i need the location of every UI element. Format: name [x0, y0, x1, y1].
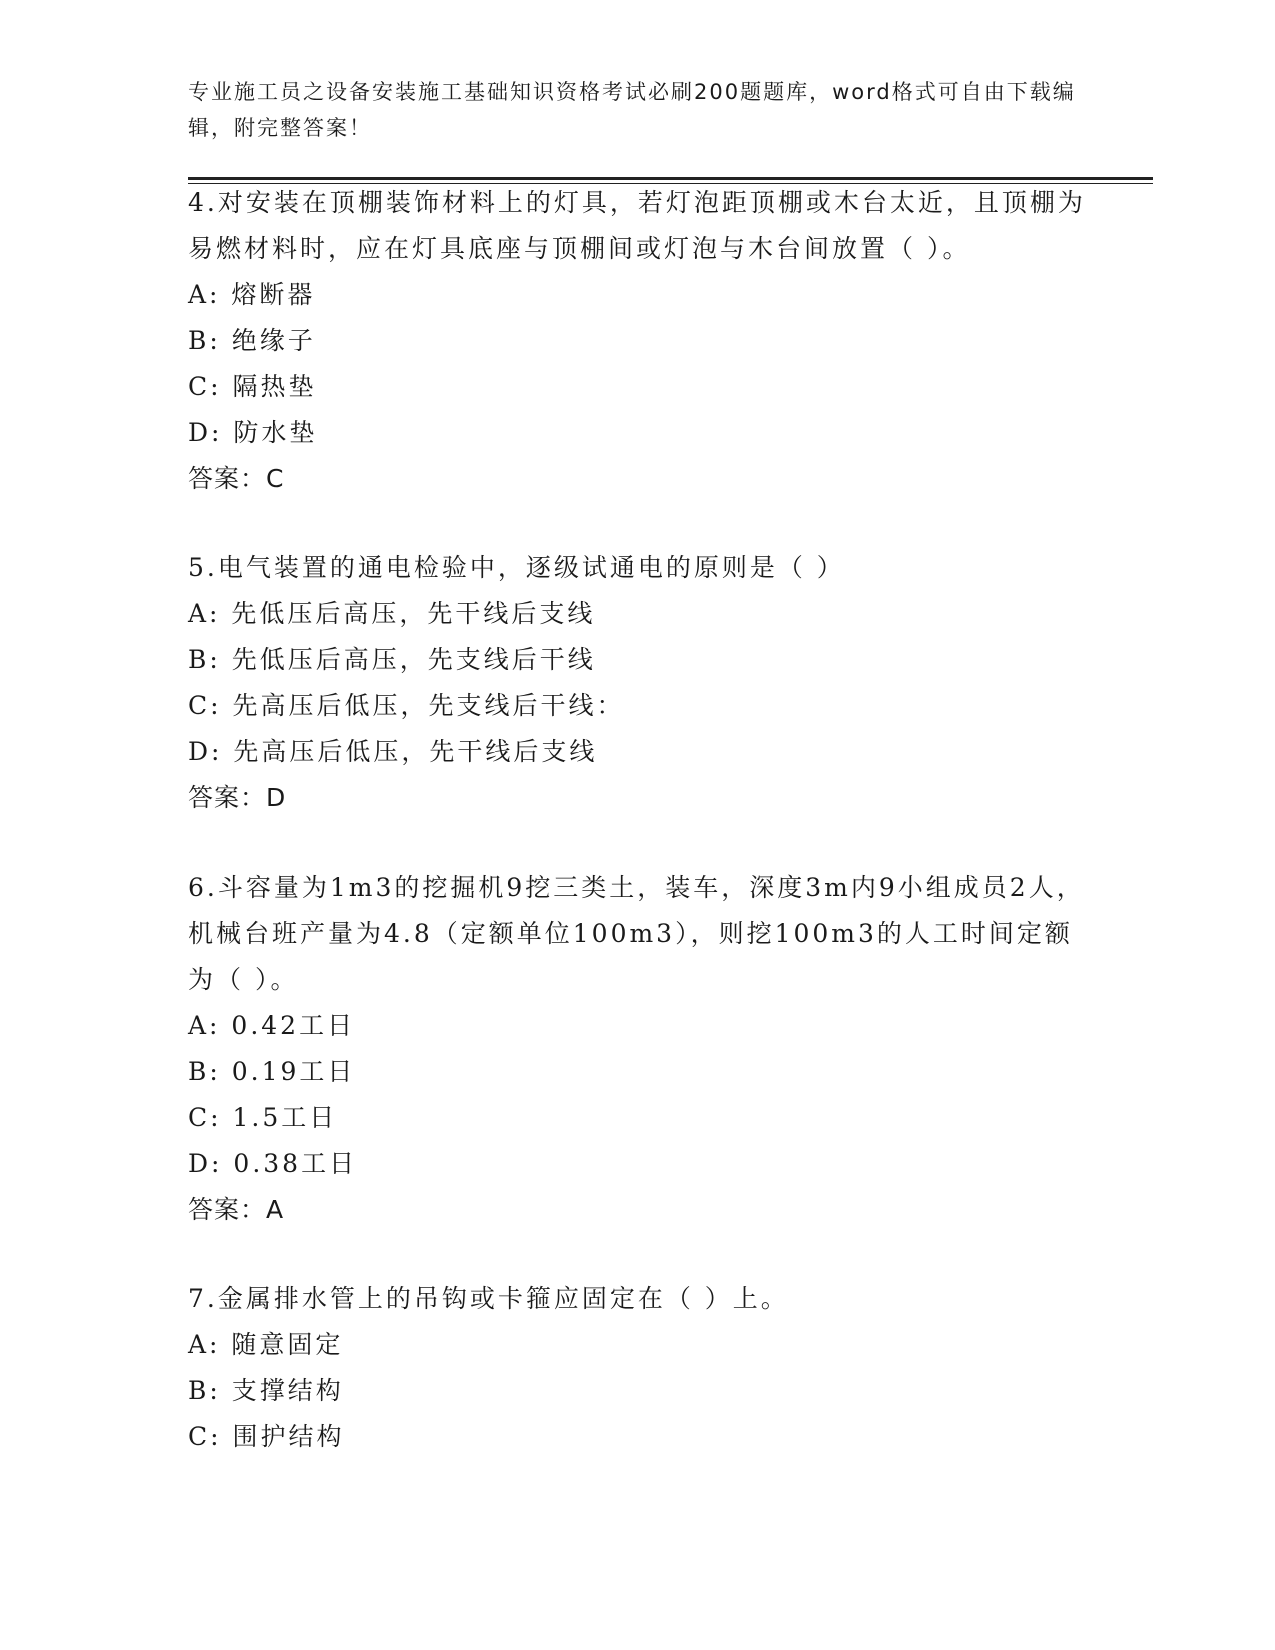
answer: 答案：A: [188, 1195, 285, 1224]
document-header: 专业施工员之设备安装施工基础知识资格考试必刷200题题库，word格式可自由下载编辑，附完整答案！: [188, 80, 1076, 140]
answer: 答案：C: [188, 464, 285, 493]
option-c: C: 1.5工日: [188, 1103, 338, 1132]
question-stem: 7.金属排水管上的吊钩或卡箍应固定在（ ）上。: [188, 1284, 789, 1313]
option-b: B: 0.19工日: [188, 1057, 356, 1086]
option-a: A: 随意固定: [188, 1330, 344, 1359]
option-c: C: 先高压后低压，先支线后干线：: [188, 691, 625, 720]
question-stem: 5.电气装置的通电检验中，逐级试通电的原则是（ ）: [188, 553, 845, 582]
option-b: B: 先低压后高压，先支线后干线: [188, 645, 596, 674]
option-a: A: 熔断器: [188, 280, 316, 309]
option-b: B: 绝缘子: [188, 326, 316, 355]
option-d: D: 先高压后低压，先干线后支线: [188, 737, 598, 766]
question-4: [188, 180, 1088, 502]
question-7: [188, 1276, 1088, 1460]
question-5: [188, 545, 1088, 821]
option-d: D: 0.38工日: [188, 1149, 358, 1178]
option-d: D: 防水垫: [188, 418, 318, 447]
question-stem: 4.对安装在顶棚装饰材料上的灯具，若灯泡距顶棚或木台太近，且顶棚为易燃材料时，应在灯具底座与顶棚间或灯泡与木台间放置（ ）。: [188, 188, 1086, 263]
option-c: C: 隔热垫: [188, 372, 317, 401]
option-a: A: 先低压后高压，先干线后支线: [188, 599, 596, 628]
option-c: C: 围护结构: [188, 1422, 345, 1451]
question-stem: 6.斗容量为1m3的挖掘机9挖三类土，装车，深度3m内9小组成员2人，机械台班产量为4.8（定额单位100m3），则挖100m3的人工时间定额为（ ）。: [188, 873, 1085, 994]
question-6: [188, 865, 1088, 1233]
option-a: A: 0.42工日: [188, 1011, 356, 1040]
answer: 答案：D: [188, 783, 287, 812]
option-b: B: 支撑结构: [188, 1376, 344, 1405]
